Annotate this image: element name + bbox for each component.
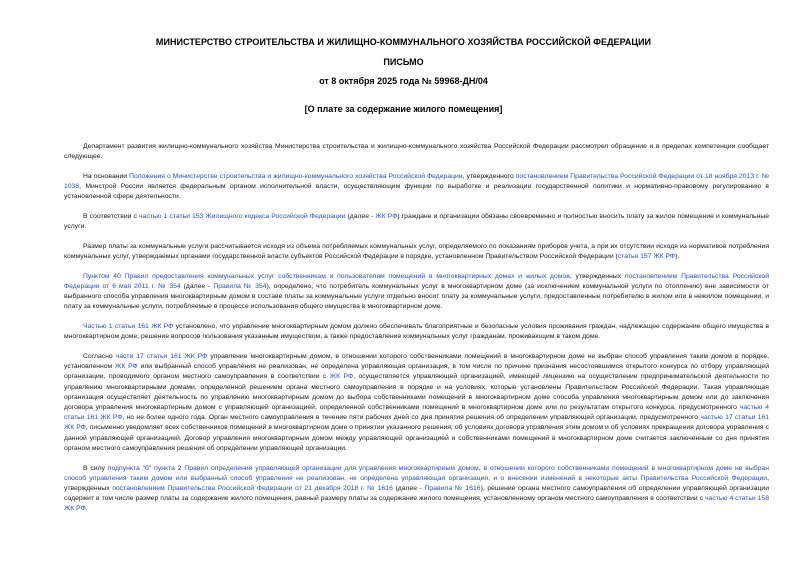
link-housing-code[interactable]: ЖК РФ	[115, 363, 138, 371]
paragraph-4	[64, 242, 769, 262]
document-subject: [О плате за содержание жилого помещения]	[304, 104, 503, 114]
link-housing-code-art161-part4[interactable]: частью 4 статьи 161 ЖК РФ	[64, 404, 770, 422]
paragraph-text: ), определено, что потребитель коммунальных услуг в многоквартирном доме (за исключением коммунальной услуги по отоплению) вне зависимости от выбранного способа управления многоквартирным домом в составе платы за коммунальные услуги отдельно вносит плату за коммунальные услуги, предоставленные потребителю в жилом или в нежилом помещении, и плату за коммунальные услуги, потребляемые в процессе использования общего имущества в многоквартирном доме.	[64, 283, 769, 311]
paragraph-3	[64, 212, 769, 232]
paragraph-7	[64, 352, 769, 454]
link-housing-code-art161-part1[interactable]: Частью 1 статьи 161 ЖК РФ	[83, 323, 174, 331]
paragraph-text: Департамент развития жилищно-коммунального хозяйства Министерства строительства и жилищно-коммунального хозяйства Российской Федерации рассмотрел обращение и в пределах компетенции сообщает следующее.	[64, 143, 769, 161]
document-type: ПИСЬМО	[383, 57, 424, 67]
paragraph-6	[64, 322, 769, 342]
link-government-decree-1038[interactable]: постановлением Правительства Российской Федерации от 18 ноября 2013 г. № 1038	[64, 172, 769, 191]
link-housing-code-art158-part4[interactable]: частью 4 статьи 158 ЖК РФ	[64, 495, 769, 513]
link-ministry-regulation[interactable]: Положения о Министерстве строительства и жилищно-коммунального хозяйства Российской Федерации	[129, 172, 463, 180]
paragraph-text: , осуществляется управляющей организацией, имеющей лицензию на осуществление предпринимательской деятельности по управлению многоквартирными домами, определенной решением органа местного самоуправления в порядке и на условиях, которые установлены Правительством Российской Федерации. Такая управляющая организация осуществляет деятельность по управлению многоквартирным домом до выбора собственниками помещений в многоквартирном доме способа управления многоквартирным домом или до заключения договора управления многоквартирным домом с управляющей организацией, определенной собственниками помещений в многоквартирном доме или по результатам открытого конкурса, предусмотренного	[64, 373, 769, 412]
paragraph-text: В соответствии с	[83, 213, 139, 221]
paragraph-text: (далее -	[345, 213, 376, 221]
link-government-decree-1616[interactable]: постановлением Правительства Российской Федерации от 21 декабря 2018 г. № 1616	[112, 484, 393, 492]
link-government-decree-354[interactable]: постановлением Правительства Российской Федерации от 6 мая 2011 г. № 354	[64, 272, 769, 291]
link-housing-code-art153[interactable]: частью 1 статьи 153 Жилищного кодекса Российской Федерации	[139, 213, 346, 221]
paragraph-text: (далее -	[180, 283, 214, 291]
paragraph-text: ) граждане и организации обязаны своевременно и полностью вносить плату за жилое помещение и коммунальные услуги.	[64, 213, 769, 231]
paragraph-text: ).	[675, 253, 680, 261]
paragraph-1	[64, 142, 769, 162]
document-date-number: от 8 октября 2025 года № 59968-ДН/04	[319, 76, 488, 86]
paragraph-text: , утвержденного	[462, 172, 516, 180]
link-rules-1616[interactable]: Правила № 1616	[424, 484, 481, 492]
paragraph-text: (далее -	[392, 484, 425, 492]
paragraph-text: установлено, что управление многоквартирным домом должно обеспечивать благоприятные и безопасные условия проживания граждан, надлежащее содержание общего имущества в многоквартирном доме, решение вопросов пользования указанным имуществом, а также предоставление коммунальных услуг гражданам, проживающим в таком доме.	[64, 323, 769, 341]
paragraph-2	[64, 172, 769, 203]
paragraph-text: , Минстрой России является федеральным органом исполнительной власти, осуществляющим функции по выработке и реализации государственной политики и нормативно-правовому регулированию в установленной сфере деятельности.	[64, 183, 769, 201]
link-housing-code[interactable]: ЖК РФ	[329, 373, 354, 381]
paragraph-text: Размер платы за коммунальные услуги рассчитывается исходя из объема потребляемых коммунальных услуг, определяемого по показаниям приборов учета, а при их отсутствии исходя из нормативов потребления коммунальных услуг, утверждаемых органами государственной власти субъектов Российской Федерации в порядке, установленном Правительством Российской Федерации (	[64, 242, 769, 261]
link-rules-354[interactable]: Правила № 354	[213, 283, 267, 291]
paragraph-text: ), решение органа местного самоуправления об определении управляющей организации содержит в том числе размер платы за содержание жилого помещения, равный размеру платы за содержание жилого помещения, установленному органом местного самоуправления в соответствии с	[64, 484, 769, 503]
paragraph-text: , утвержденных	[569, 272, 625, 280]
document-body	[64, 142, 769, 524]
paragraph-text: .	[85, 505, 88, 513]
ministry-title: МИНИСТЕРСТВО СТРОИТЕЛЬСТВА И ЖИЛИЩНО-КОММУНАЛЬНОГО ХОЗЯЙСТВА РОССИЙСКОЙ ФЕДЕРАЦИИ	[155, 37, 652, 47]
link-housing-code-art157[interactable]: статья 157 ЖК РФ	[617, 253, 676, 261]
link-housing-code-art161-part17[interactable]: частью 17 статьи 161 ЖК РФ	[64, 414, 770, 432]
paragraph-text: , но не более одного года. Орган местного самоуправления в течение пяти рабочих дней со дня принятия решения об определении управляющей организации, предусмотренного	[122, 414, 701, 422]
paragraph-text: , письменно уведомляет всех собственников помещений в многоквартирном доме о принятии указанного решения, об условиях договора управления этим домом и об условиях прекращения договора управления с данной управляющей организацией. Договор управления многоквартирным домом между управляющей организацией и собственниками помещений в многоквартирном доме считается заключенным со дня принятия органом местного самоуправления решения об определении управляющей организации.	[64, 424, 769, 452]
paragraph-text: , утвержденных	[64, 474, 769, 492]
link-housing-code[interactable]: ЖК РФ	[375, 213, 398, 221]
paragraph-text: На основании	[83, 172, 130, 180]
paragraph-text: управление многоквартирным домом, в отношении которого собственниками помещений в многоквартирном доме не выбран способ управления таким домом в порядке, установленном	[64, 353, 769, 371]
paragraph-text: Согласно	[83, 353, 116, 361]
link-housing-code-art161-part17[interactable]: части 17 статьи 161 ЖК РФ	[115, 353, 208, 361]
link-rules-item-40[interactable]: Пунктом 40 Правил предоставления коммунальных услуг собственникам и пользователям помещений в многоквартирных домах и жилых домов	[83, 272, 570, 280]
paragraph-5	[64, 272, 769, 313]
link-rules-1616-item2[interactable]: подпункта "б" пункта 2 Правил определения управляющей организации для управления многоквартирным домом, в отношении которого собственниками помещений в многоквартирном доме не выбран способ управления таким домом или выбранный способ управления не реализован, не определена управляющая организация, и о внесении изменений в некоторые акты Правительства Российской Федерации	[64, 464, 769, 482]
paragraph-8	[64, 464, 769, 515]
paragraph-text: В силу	[83, 464, 108, 472]
paragraph-text: или выбранный способ управления не реализован, не определена управляющая организация, в том числе по причине признания несостоявшимся открытого конкурса по отбору управляющей организации, проводимого органом местного самоуправления в соответствии с	[64, 363, 769, 381]
